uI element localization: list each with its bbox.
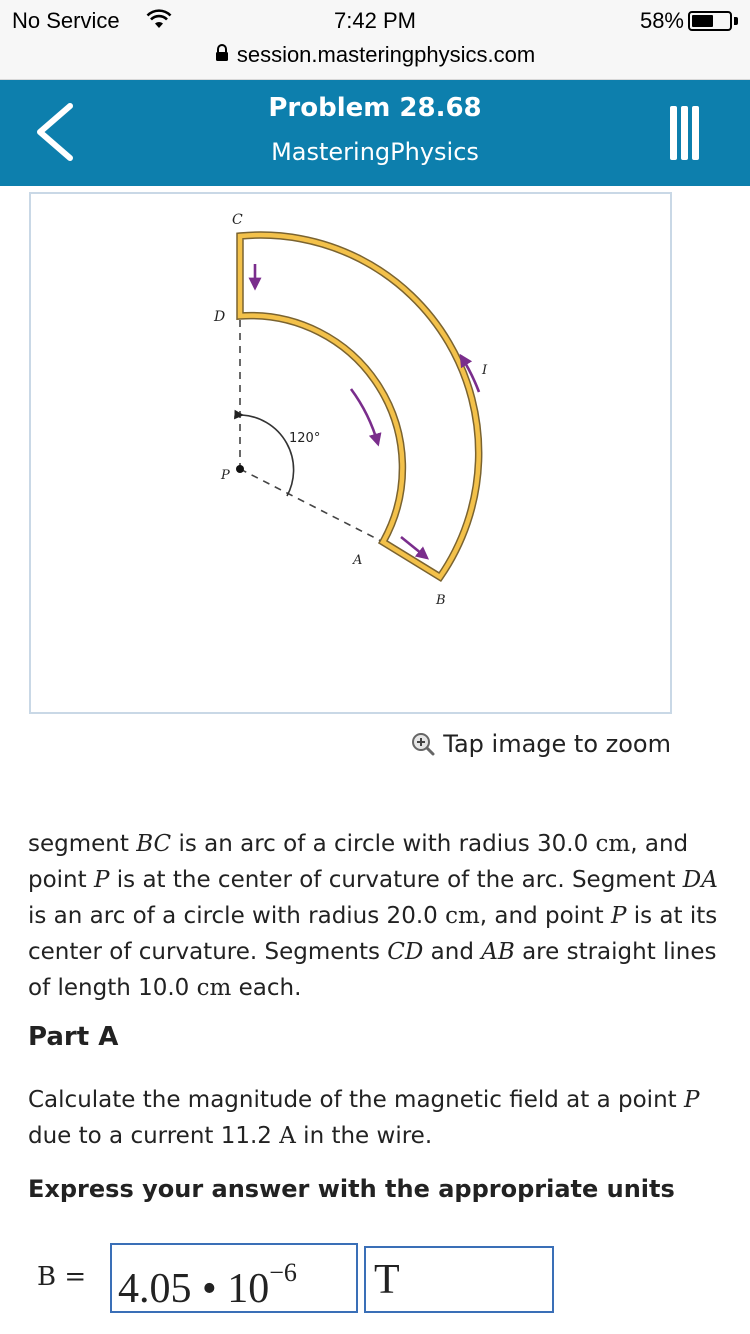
angle-label: 120° bbox=[289, 431, 321, 446]
label-b: B bbox=[436, 593, 446, 608]
answer-value-input[interactable] bbox=[110, 1243, 358, 1313]
battery-percent: 58% bbox=[639, 8, 684, 33]
clock: 7:42 PM bbox=[334, 8, 416, 33]
zoom-hint-text: Tap image to zoom bbox=[443, 730, 671, 758]
zoom-hint[interactable] bbox=[411, 730, 671, 758]
label-d: D bbox=[214, 309, 226, 325]
url-text: session.masteringphysics.com bbox=[236, 42, 536, 67]
problem-statement: segment BC is an arc of a circle with radius 30.0 cm, and point P is at the center of curvature of the arc. Segment DA is an arc of a circle with radius 20.0 cm, and point P is at its center of curvature. Segments CD and AB are straight lines of length 10.0 cm each. bbox=[28, 831, 718, 1001]
answer-label: B = bbox=[37, 1262, 87, 1292]
label-c: C bbox=[232, 212, 243, 228]
page-title: Problem 28.68 bbox=[268, 93, 482, 123]
carrier-label: No Service bbox=[12, 8, 120, 33]
app-header bbox=[0, 80, 750, 186]
url-bar[interactable] bbox=[0, 42, 750, 80]
battery-icon bbox=[688, 11, 732, 31]
answer-exponent: −6 bbox=[269, 1258, 297, 1287]
status-bar bbox=[0, 0, 750, 42]
label-a: A bbox=[353, 553, 363, 568]
answer-unit-input[interactable]: T bbox=[364, 1246, 554, 1313]
menu-button[interactable] bbox=[666, 106, 702, 160]
question-text: Calculate the magnitude of the magnetic field at a point P due to a current 11.2 A in the wire. bbox=[28, 1087, 700, 1149]
page-subtitle: MasteringPhysics bbox=[271, 138, 479, 166]
problem-figure[interactable] bbox=[29, 192, 672, 714]
zoom-in-icon bbox=[411, 732, 435, 756]
answer-instruction: Express your answer with the appropriate units bbox=[28, 1175, 675, 1203]
circuit-diagram bbox=[31, 194, 670, 712]
label-p: P bbox=[221, 468, 230, 483]
part-title: Part A bbox=[28, 1022, 119, 1052]
answer-mantissa: 4.05 • 10 bbox=[118, 1266, 270, 1312]
lock-icon bbox=[215, 44, 229, 66]
label-current: I bbox=[482, 363, 488, 378]
battery-cap bbox=[734, 17, 738, 25]
